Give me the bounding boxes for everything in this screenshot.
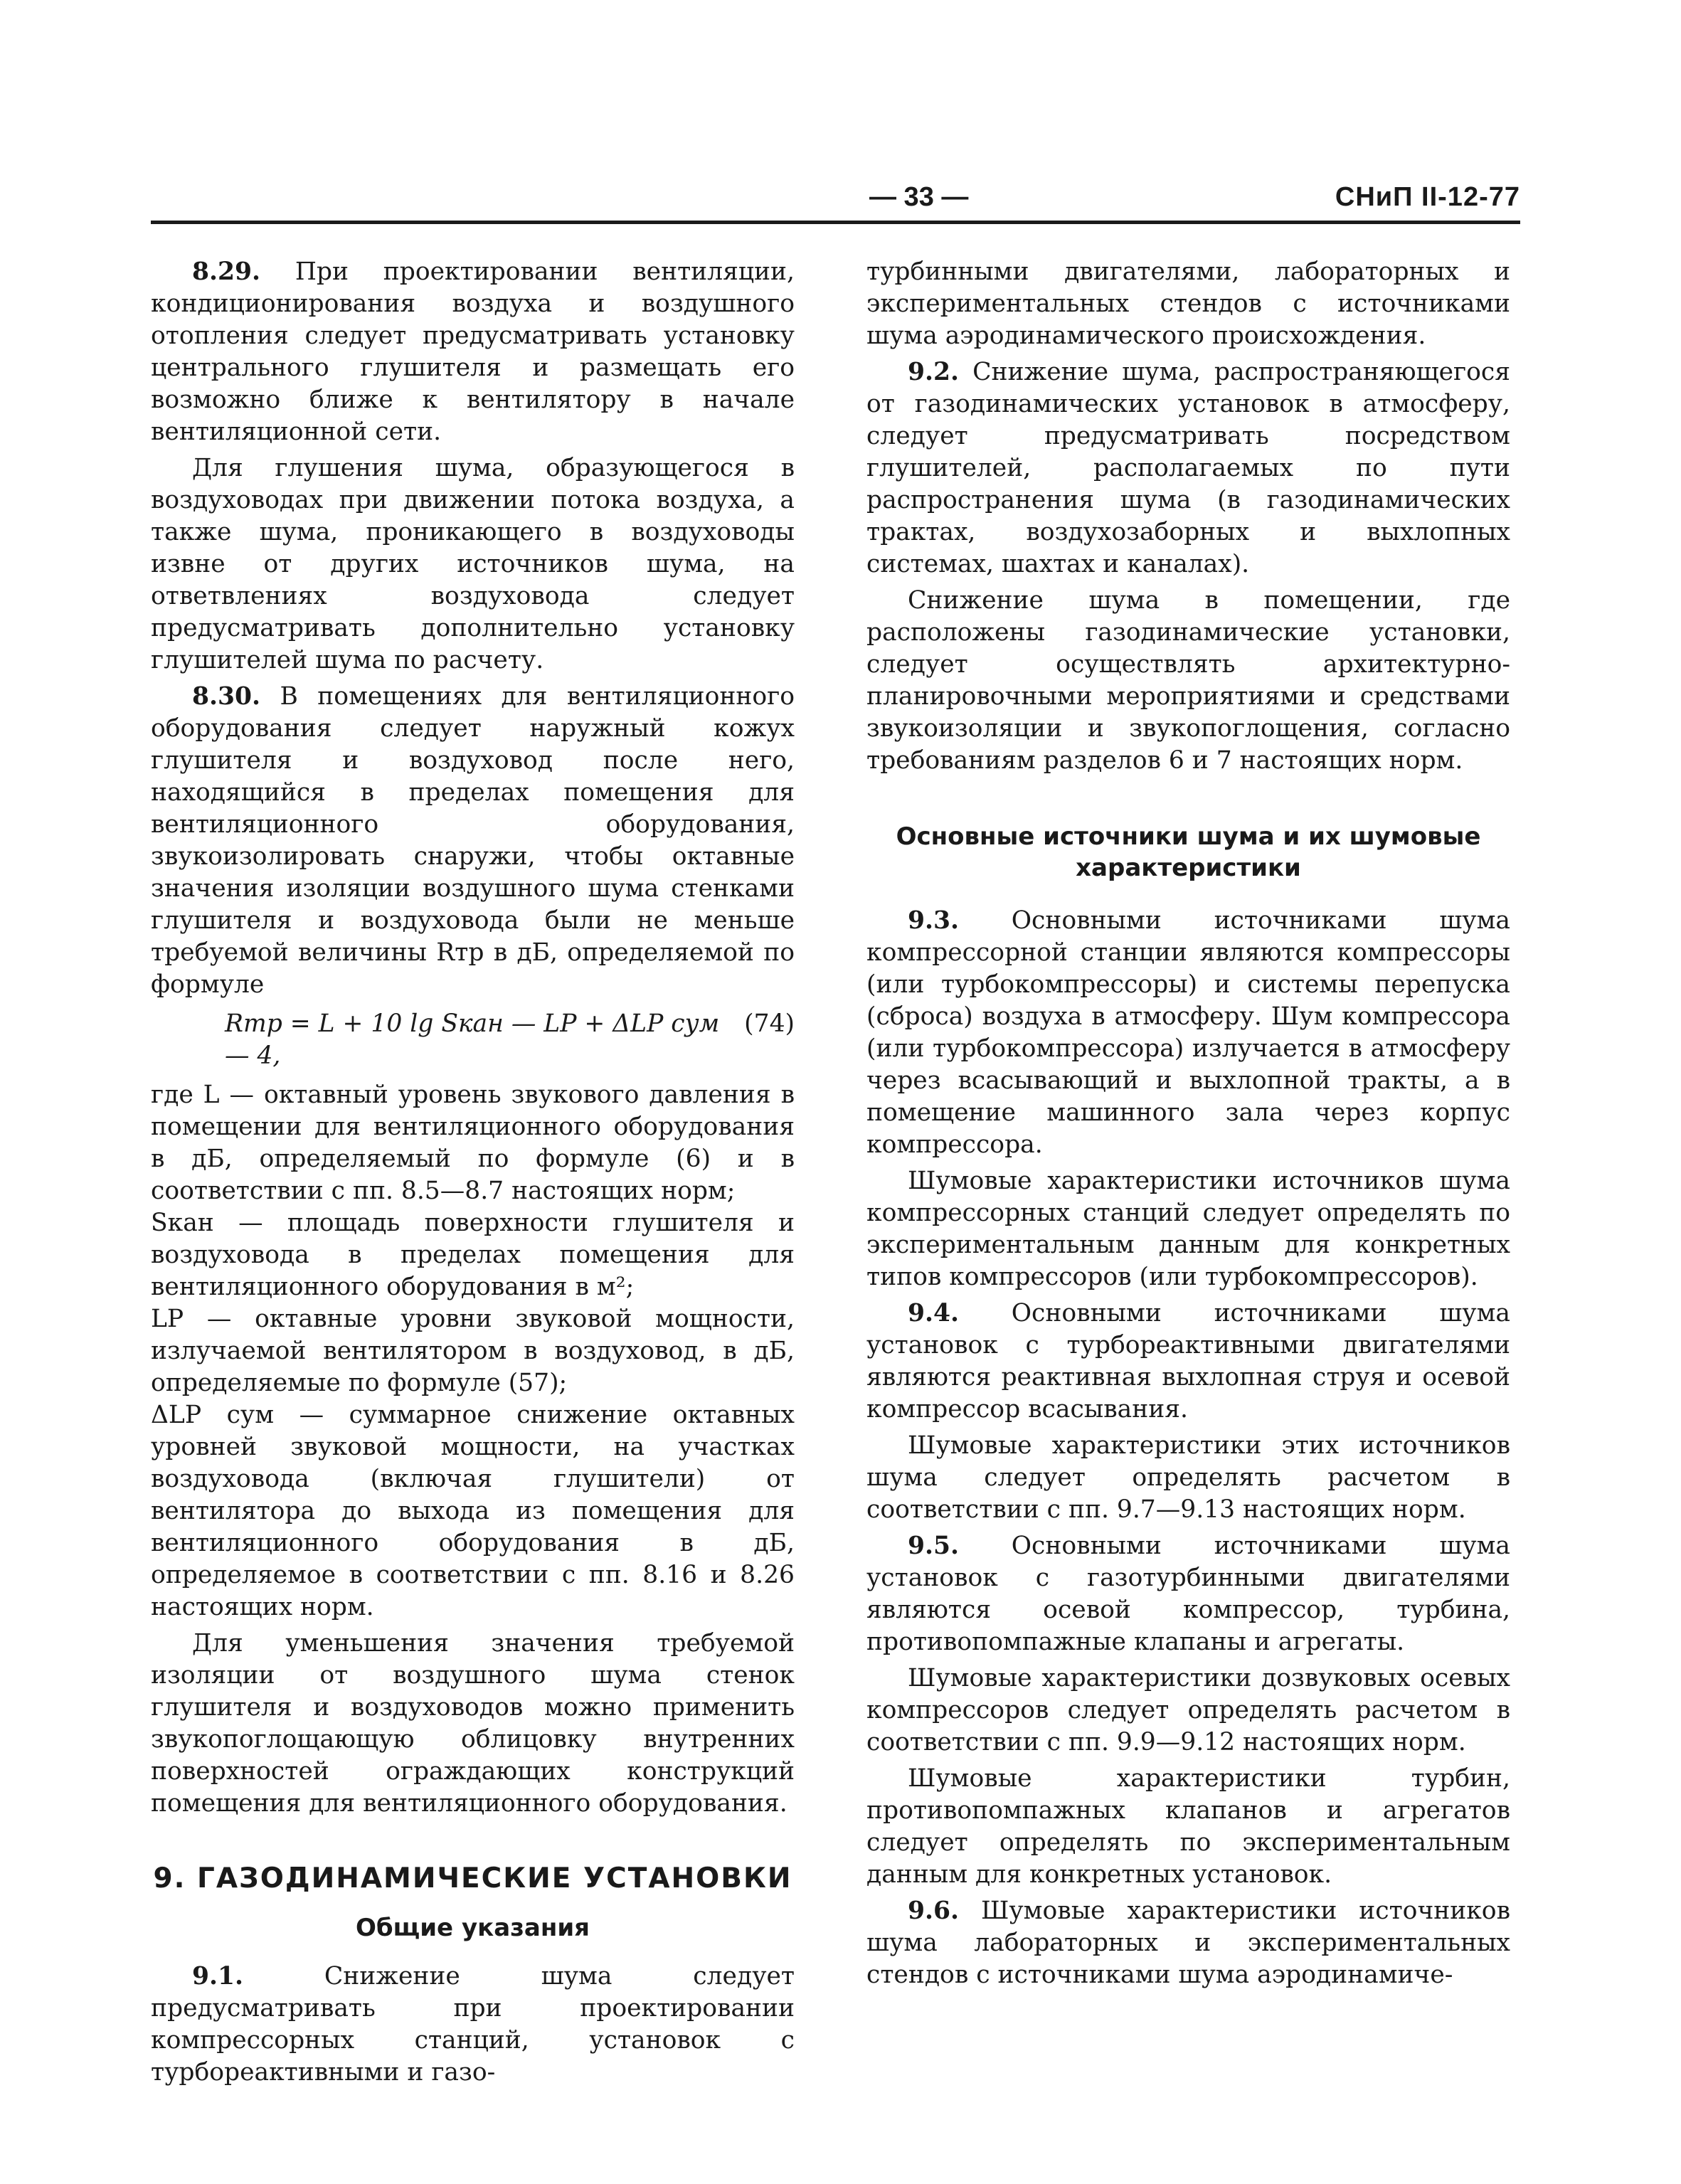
clause-number: 9.6.: [908, 1897, 960, 1925]
section-heading: Основные источники шума и их шумовые характеристики: [896, 822, 1481, 882]
formula-74: [151, 1008, 795, 1072]
paragraph: Для глушения шума, образующегося в воздуховодах при движении потока воздуха, а также шума, проникающего в воздуховоды извне от других источников шума, на ответвлениях воздуховода следует предусматривать дополнительно установку глушителей шума по расчету.: [151, 454, 795, 674]
paragraph: Шумовые характеристики источников шума компрессорных станций следует определять по экспериментальным данным для конкретных типов компрессоров (или турбокомпрессоров).: [866, 1167, 1510, 1291]
paragraph-continuation: турбинными двигателями, лабораторных и экспериментальных стендов с источниками шума аэродинамического происхождения.: [866, 258, 1510, 350]
paragraph-text: Шумовые характеристики источников шума лабораторных и экспериментальных стендов с источниками шума аэродинамиче-: [866, 1897, 1518, 1989]
paragraph-text: Снижение шума следует предусматривать при проектировании компрессорных станций, установок с турбореактивными и газо-: [151, 1962, 802, 2087]
paragraph-9-4: [866, 1298, 1518, 1426]
clause-number: 8.30.: [192, 682, 261, 711]
document-code: СНиП II-12-77: [1335, 182, 1520, 212]
paragraph-9-5: [866, 1530, 1518, 1658]
paragraph-8-29: [151, 256, 802, 448]
paragraph: Шумовые характеристики дозвуковых осевых компрессоров следует определять расчетом в соответствии с пп. 9.9—9.12 настоящих норм.: [866, 1664, 1510, 1756]
paragraph-9-3: [866, 905, 1518, 1161]
page-number: — 33 —: [869, 182, 969, 212]
clause-number: 8.29.: [192, 258, 261, 286]
paragraph-text: Основными источниками шума установок с газотурбинными двигателями являются осевой компрессор, турбина, противопомпажные клапаны и агрегаты.: [866, 1532, 1518, 1656]
paragraph-text: Снижение шума, распространяющегося от газодинамических установок в атмосферу, следует предусматривать посредством глушителей, располагаемых по пути распространения шума (в газодинамических трактах, воздухозаборных и выхлопных системах, шахтах и каналах).: [866, 358, 1518, 578]
paragraph-text: Основными источниками шума компрессорной станции являются компрессоры (или турбокомпрессоры) и системы перепуска (сброса) воздуха в атмосферу. Шум компрессора (или турбокомпрессора) излучается в атмосферу через всасывающий и выхлопной тракты, а в помещение машинного зала через корпус компрессора.: [866, 906, 1518, 1159]
paragraph-text: В помещениях для вентиляционного оборудования следует наружный кожух глушителя и воздуховод после него, находящийся в пределах помещения для вентиляционного оборудования, звукоизолировать снаружи, чтобы октавные значения изоляции воздушного шума стенками глушителя и воздуховода были не меньше требуемой величины Rтр в дБ, определяемой по формуле: [151, 682, 802, 999]
chapter-heading: 9. ГАЗОДИНАМИЧЕСКИЕ УСТАНОВКИ: [153, 1862, 792, 1894]
right-column: [866, 256, 1518, 1991]
paragraph-8-30: [151, 681, 802, 1001]
formula-expression: Rтр = L + 10 lg Sкан — LР + ΔLР сум — 4,: [225, 1009, 720, 1070]
section-heading: Общие указания: [356, 1914, 590, 1942]
paragraph-9-1: [151, 1961, 802, 2089]
page-header: [151, 182, 1520, 221]
clause-number: 9.5.: [908, 1532, 960, 1560]
definition-LP: LР — октавные уровни звуковой мощности, излучаемой вентилятором в воздуховод, в дБ, определяемые по формуле (57);: [151, 1305, 795, 1397]
clause-number: 9.1.: [192, 1962, 244, 1990]
formula-number: (74): [744, 1009, 795, 1038]
definition-S: Sкан — площадь поверхности глушителя и воздуховода в пределах помещения для вентиляционного оборудования в м²;: [151, 1209, 795, 1301]
paragraph: Для уменьшения значения требуемой изоляции от воздушного шума стенок глушителя и воздуховодов можно применить звукопоглощающую облицовку внутренних поверхностей ограждающих конструкций помещения для вентиляционного оборудования.: [151, 1629, 795, 1818]
clause-number: 9.3.: [908, 906, 960, 935]
header-rule: [151, 221, 1520, 224]
paragraph-9-2: [866, 356, 1518, 581]
definition-L: где L — октавный уровень звукового давления в помещении для вентиляционного оборудования в дБ, определяемый по формуле (6) и в соответствии с пп. 8.5—8.7 настоящих норм;: [151, 1081, 795, 1205]
paragraph: Шумовые характеристики этих источников шума следует определять расчетом в соответствии с пп. 9.7—9.13 настоящих норм.: [866, 1431, 1510, 1524]
paragraph: Снижение шума в помещении, где расположены газодинамические установки, следует осуществлять архитектурно-планировочными мероприятиями и средствами звукоизоляции и звукопоглощения, согласно требованиям разделов 6 и 7 настоящих норм.: [866, 586, 1510, 775]
clause-number: 9.4.: [908, 1299, 960, 1327]
paragraph-text: При проектировании вентиляции, кондиционирования воздуха и воздушного отопления следует предусматривать установку центрального глушителя и размещать его возможно ближе к вентилятору в начале вентиляционной сети.: [151, 258, 802, 446]
paragraph-text: Основными источниками шума установок с турбореактивными двигателями являются реактивная выхлопная струя и осевой компрессор всасывания.: [866, 1299, 1518, 1424]
paragraph: Шумовые характеристики турбин, противопомпажных клапанов и агрегатов следует определять по экспериментальным данным для конкретных установок.: [866, 1764, 1510, 1889]
paragraph-9-6: [866, 1895, 1518, 1991]
definition-delta-LP: ΔLР сум — суммарное снижение октавных уровней звуковой мощности, на участках воздуховода (включая глушители) от вентилятора до выхода из помещения для вентиляционного оборудования в дБ, определяемое в соответствии с пп. 8.16 и 8.26 настоящих норм.: [151, 1401, 795, 1621]
clause-number: 9.2.: [908, 358, 960, 386]
left-column: [151, 256, 802, 2089]
